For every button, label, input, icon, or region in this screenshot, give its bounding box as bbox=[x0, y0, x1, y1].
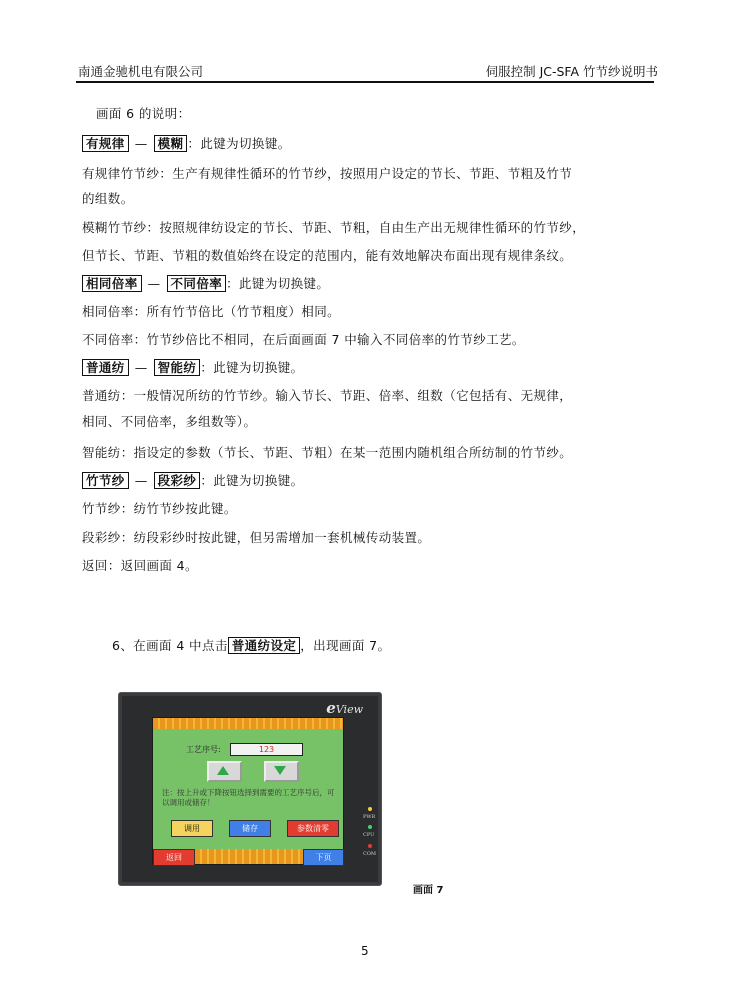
eview-logo: eView bbox=[326, 699, 363, 717]
paragraph-line: 返回：返回画面 4。 bbox=[82, 558, 198, 573]
paragraph-line: 有规律竹节纱：生产有规律性循环的竹节纱，按照用户设定的节长、节距、节粗及竹节 bbox=[82, 166, 573, 181]
paragraph-line: 段彩纱：纺段彩纱时按此键，但另需增加一套机械传动装置。 bbox=[82, 530, 431, 545]
header-doc-title: 伺服控制 JC-SFA 竹节纱说明书 bbox=[485, 64, 658, 79]
separator: — bbox=[147, 276, 161, 291]
step-instruction bbox=[112, 636, 390, 654]
key-slub-yarn: 竹节纱 bbox=[82, 472, 129, 489]
key-diff-ratio: 不同倍率 bbox=[167, 275, 227, 292]
key-normal-spin-setting: 普通纺设定 bbox=[228, 637, 301, 654]
process-number-field[interactable]: 123 bbox=[230, 743, 303, 756]
key-normal-spin: 普通纺 bbox=[82, 359, 129, 376]
key-fuzzy: 模糊 bbox=[154, 135, 188, 152]
header-rule bbox=[76, 81, 654, 83]
call-button[interactable]: 调用 bbox=[171, 820, 213, 837]
clear-params-button[interactable]: 参数清零 bbox=[287, 820, 339, 837]
step-prefix: 6、在画面 4 中点击 bbox=[112, 638, 228, 653]
paragraph-line: 相同、不同倍率，多组数等）。 bbox=[82, 414, 257, 429]
paragraph-line: 模糊竹节纱：按照规律纺设定的节长、节距、节粗，自由生产出无规律性循环的竹节纱， bbox=[82, 220, 586, 235]
paragraph-line: 智能纺：指设定的参数（节长、节距、节粗）在某一范围内随机组合所纺制的竹节纱。 bbox=[82, 445, 573, 460]
brick-banner-top bbox=[153, 718, 343, 729]
paragraph-line: 相同倍率：所有竹节倍比（竹节粗度）相同。 bbox=[82, 304, 341, 319]
step-suffix: ，出现画面 7。 bbox=[300, 638, 391, 653]
cpu-label: CPU bbox=[363, 832, 375, 838]
hmi-device bbox=[118, 692, 382, 886]
toggle-line-spin-mode bbox=[82, 358, 304, 376]
back-button[interactable]: 返回 bbox=[153, 849, 195, 866]
pwr-label: PWR bbox=[363, 814, 376, 820]
cpu-led bbox=[368, 825, 372, 829]
paragraph-line: 不同倍率：竹节纱倍比不相同，在后面画面 7 中输入不同倍率的竹节纱工艺。 bbox=[82, 332, 525, 347]
key-smart-spin: 智能纺 bbox=[154, 359, 201, 376]
figure-caption: 画面 7 bbox=[413, 885, 444, 896]
instruction-note: 注：按上升或下降按钮选择到需要的工艺序号后，可以调用或储存！ bbox=[162, 788, 335, 807]
toggle-desc: ：此键为切换键。 bbox=[226, 276, 330, 291]
toggle-line-regular-fuzzy bbox=[82, 134, 291, 152]
paragraph-line: 竹节纱：纺竹节纱按此键。 bbox=[82, 501, 237, 516]
up-button[interactable] bbox=[207, 761, 242, 782]
toggle-line-yarn-type bbox=[82, 471, 304, 489]
toggle-desc: ：此键为切换键。 bbox=[187, 136, 291, 151]
paragraph-line: 但节长、节距、节粗的数值始终在设定的范围内，能有效地解决布面出现有规律条纹。 bbox=[82, 248, 573, 263]
save-button[interactable]: 储存 bbox=[229, 820, 271, 837]
header-company: 南通金驰机电有限公司 bbox=[78, 64, 204, 79]
key-regular: 有规律 bbox=[82, 135, 129, 152]
separator: — bbox=[134, 473, 148, 488]
separator: — bbox=[134, 136, 148, 151]
page-number: 5 bbox=[361, 944, 369, 958]
up-arrow-icon bbox=[217, 766, 229, 775]
key-segment-yarn: 段彩纱 bbox=[154, 472, 201, 489]
com-led bbox=[368, 844, 372, 848]
paragraph-line: 的组数。 bbox=[82, 191, 134, 206]
separator: — bbox=[134, 360, 148, 375]
pwr-led bbox=[368, 807, 372, 811]
down-button[interactable] bbox=[264, 761, 299, 782]
next-page-button[interactable]: 下页 bbox=[303, 849, 344, 866]
process-number-label: 工艺序号: bbox=[186, 745, 221, 754]
toggle-line-ratio bbox=[82, 274, 329, 292]
com-label: COM bbox=[363, 851, 377, 857]
down-arrow-icon bbox=[274, 766, 286, 775]
section-heading: 画面 6 的说明： bbox=[96, 106, 191, 121]
paragraph-line: 普通纺：一般情况所纺的竹节纱。输入节长、节距、倍率、组数（它包括有、无规律， bbox=[82, 388, 573, 403]
toggle-desc: ：此键为切换键。 bbox=[200, 473, 304, 488]
key-same-ratio: 相同倍率 bbox=[82, 275, 142, 292]
toggle-desc: ：此键为切换键。 bbox=[200, 360, 304, 375]
hmi-screen bbox=[152, 717, 344, 865]
